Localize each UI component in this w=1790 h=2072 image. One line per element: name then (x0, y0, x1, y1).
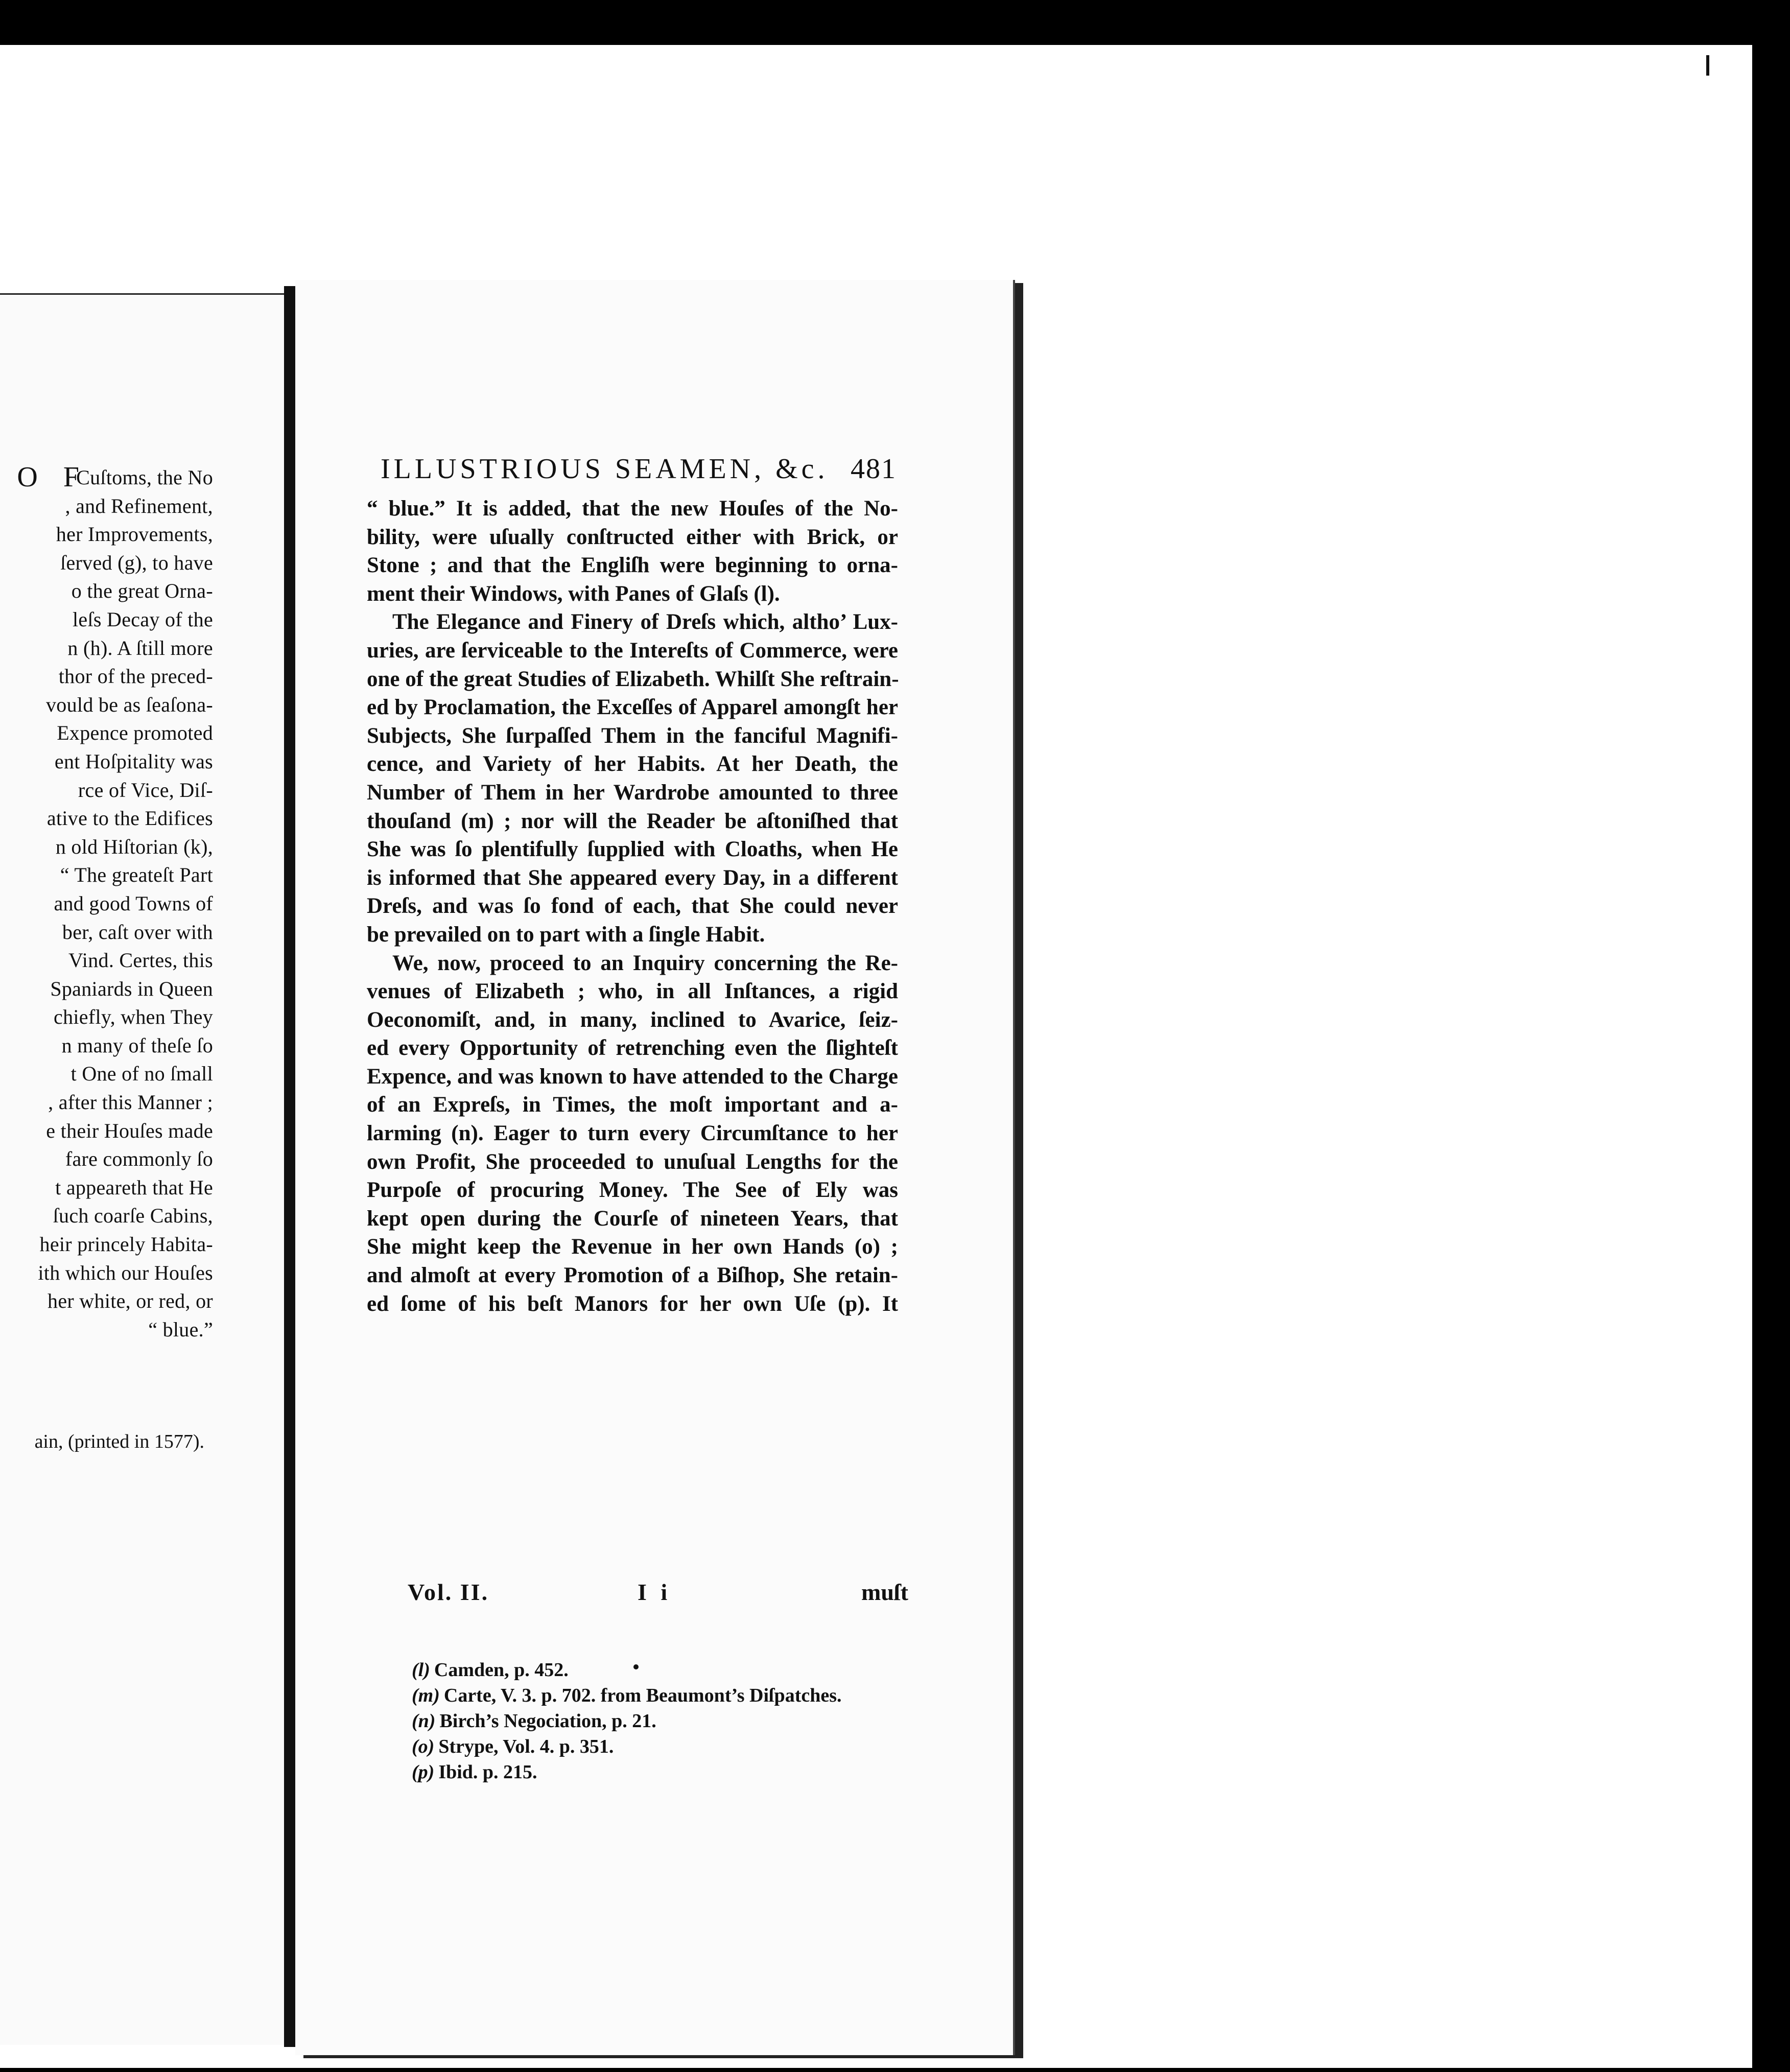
left-text-line: heir princely Habita- (39, 1233, 213, 1256)
running-head (381, 453, 897, 488)
footnote-text: Strype, Vol. 4. p. 351. (438, 1736, 614, 1757)
body-text-line: She might keep the Revenue in her own Hands (o) ; (367, 1235, 898, 1259)
left-text-line: t One of no ſmall (70, 1062, 213, 1086)
running-title: ILLUSTRIOUS SEAMEN, &c. (381, 453, 829, 485)
body-text-line: thouſand (m) ; nor will the Reader be aſtoniſhed that (367, 809, 898, 833)
volume-mark: Vol. II. (408, 1579, 489, 1605)
body-text-line: We, now, proceed to an Inquiry concerning the Re- (392, 951, 898, 975)
left-text-line: and good Towns of (54, 891, 213, 915)
book-gutter (284, 286, 295, 2038)
left-text-line: ative to the Edifices (46, 807, 213, 830)
left-text-line: her Improvements, (56, 523, 213, 546)
body-text-line: ed by Proclamation, the Exceſſes of Apparel amongſt her (367, 695, 898, 720)
footnote-ref: (l) (412, 1659, 430, 1681)
left-text-line: e their Houſes made (46, 1119, 213, 1142)
left-text-line: ith which our Houſes (38, 1261, 213, 1284)
footnote-text: Camden, p. 452. (434, 1659, 569, 1681)
body-text-line: of an Expreſs, in Times, the moſt important and a- (367, 1093, 898, 1117)
left-text-line: n (h). A ſtill more (67, 636, 213, 660)
footnote-ref: (n) (412, 1710, 436, 1732)
left-text-line: n old Hiſtorian (k), (55, 835, 213, 858)
footnote-item (412, 1708, 842, 1734)
body-text-line: ment their Windows, with Panes of Glaſs (l). (367, 581, 780, 606)
page-number: 481 (851, 453, 897, 485)
footnote-text: Birch’s Negociation, p. 21. (439, 1710, 656, 1732)
body-text-line: Stone ; and that the Engliſh were beginning to orna- (367, 553, 898, 578)
left-text-line: “ blue.” (148, 1317, 213, 1341)
footnote-text: Ibid. p. 215. (438, 1761, 537, 1783)
scan-edge-mark (1706, 55, 1709, 76)
left-text-line: “ The greateſt Part (60, 863, 213, 887)
body-text-line: cence, and Variety of her Habits. At her Death, the (367, 752, 898, 776)
left-text-line: ent Hoſpitality was (54, 749, 213, 773)
left-text-line: thor of the preced- (58, 665, 213, 688)
body-text-line: and almoſt at every Promotion of a Biſhop, She retain- (367, 1263, 898, 1288)
left-text-line: , and Refinement, (65, 494, 213, 517)
body-text-line: ed every Opportunity of retrenching even the ſlighteſt (367, 1036, 898, 1061)
signature-line (408, 1579, 908, 1609)
body-text-line: venues of Elizabeth ; who, in all Inſtances, a rigid (367, 979, 898, 1004)
left-text-line: Expence promoted (57, 721, 213, 745)
left-text-line: chiefly, when They (54, 1005, 213, 1029)
footnote-ref: (o) (412, 1736, 435, 1757)
footnotes (412, 1657, 842, 1785)
left-text-line: ſerved (g), to have (60, 551, 213, 574)
body-text-line: Dreſs, and was ſo fond of each, that She could never (367, 894, 898, 919)
body-text-line: Purpoſe of procuring Money. The See of Ely was (367, 1178, 898, 1203)
left-text-line: vould be as ſeaſona- (46, 693, 213, 716)
left-text-line: rce of Vice, Diſ- (78, 778, 213, 802)
body-text-line: She was ſo plentifully ſupplied with Cloaths, when He (367, 837, 898, 862)
body-text-line: own Profit, She proceeded to unuſual Lengths for the (367, 1149, 898, 1174)
footnote-item (412, 1657, 842, 1683)
footnote-ref: (p) (412, 1761, 435, 1783)
footnote-ref: (m) (412, 1685, 440, 1706)
body-text-line: is informed that She appeared every Day, in a different (367, 865, 898, 890)
body-text-line: kept open during the Courſe of nineteen Years, that (367, 1206, 898, 1231)
left-text-line: , after this Manner ; (48, 1091, 213, 1114)
left-text-line: o the great Orna- (71, 579, 213, 603)
left-text-line: Spaniards in Queen (50, 977, 213, 1000)
left-running-head: O F (17, 461, 88, 493)
right-page (295, 280, 1015, 2055)
footnote-text: Carte, V. 3. p. 702. from Beaumont’s Diſpatches. (443, 1685, 842, 1706)
body-text (367, 495, 898, 1318)
left-text-line: fare commonly ſo (65, 1147, 213, 1171)
body-text-line: one of the great Studies of Elizabeth. Whilſt She reſtrain- (367, 667, 899, 691)
left-page-footnote: ain, (printed in 1577). (34, 1431, 204, 1452)
body-text-line: larming (n). Eager to turn every Circumſtance to her (367, 1121, 898, 1146)
body-text-line: The Elegance and Finery of Dreſs which, altho’ Lux- (392, 610, 898, 634)
catchword: muſt (861, 1579, 908, 1605)
left-text-line: n many of theſe ſo (61, 1033, 213, 1057)
left-text-line: ber, caſt over with (62, 920, 213, 944)
footnote-item (412, 1759, 842, 1785)
body-text-line: Number of Them in her Wardrobe amounted to three (367, 780, 898, 805)
left-page (0, 293, 289, 2045)
footnote-item (412, 1734, 842, 1759)
left-text-line: leſs Decay of the (73, 607, 213, 631)
body-text-line: Expence, and was known to have attended to the Charge (367, 1064, 898, 1089)
body-text-line: bility, were uſually conſtructed either with Brick, or (367, 525, 898, 549)
left-text-line: ſuch coarſe Cabins, (53, 1204, 213, 1228)
left-text-line: Vind. Certes, this (68, 949, 213, 972)
body-text-line: uries, are ſerviceable to the Intereſts of Commerce, were (367, 638, 898, 663)
body-text-line: ed ſome of his beſt Manors for her own Uſe (p). It (367, 1291, 898, 1316)
signature-mark: I i (638, 1579, 672, 1605)
footnote-item (412, 1683, 842, 1708)
left-text-line: t appeareth that He (55, 1175, 213, 1199)
body-text-line: be prevailed on to part with a ſingle Habit. (367, 922, 765, 947)
left-text-line: Cuſtoms, the No (76, 466, 213, 489)
body-text-line: “ blue.” It is added, that the new Houſes of the No- (367, 497, 898, 521)
left-page-text (38, 463, 213, 1344)
body-text-line: Oeconomiſt, and, in many, inclined to Avarice, ſeiz- (367, 1007, 898, 1032)
left-text-line: her white, or red, or (48, 1289, 213, 1313)
body-text-line: Subjects, She ſurpaſſed Them in the fanciful Magnifi- (367, 723, 898, 748)
